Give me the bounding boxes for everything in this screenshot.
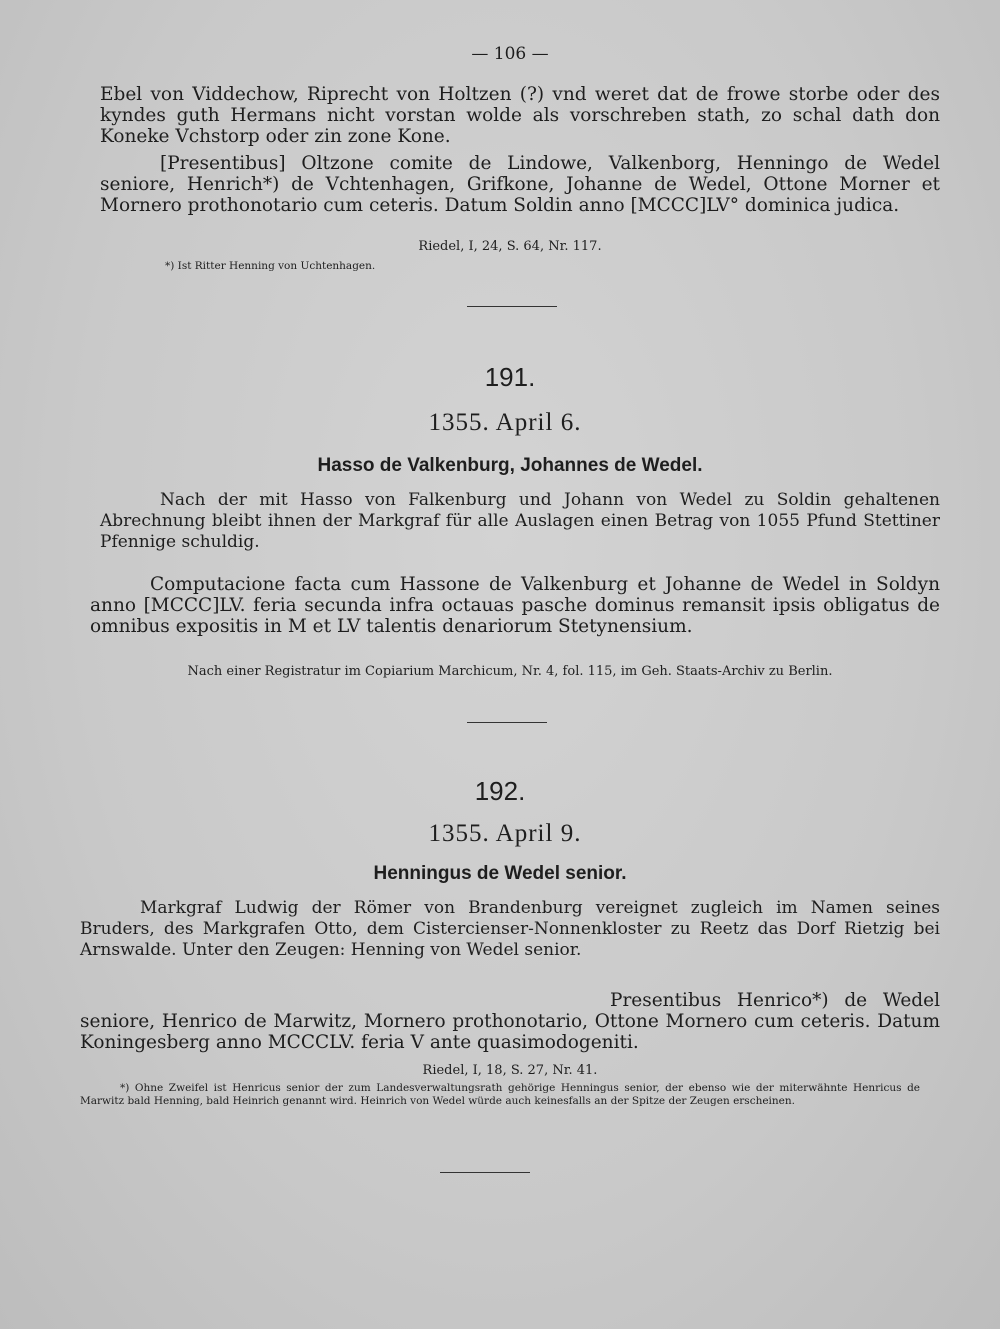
continued-text [100, 84, 940, 216]
divider [440, 1172, 530, 1173]
document-date: 1355. April 6. [428, 409, 582, 436]
footnote: *) Ist Ritter Henning von Uchtenhagen. [165, 260, 376, 272]
document-date: 1355. April 9. [428, 820, 582, 847]
latin-text: Presentibus Henrico*) de Wedel seniore, Henrico de Marwitz, Mornero prothonotario, Ottone Mornero cum ceteris. Datum Koningesberg anno MCCCLV. feria V ante quasimodogeniti. [80, 990, 940, 1053]
document-number: 192. [474, 776, 526, 806]
divider [467, 722, 547, 723]
document-heading: Henningus de Wedel senior. [373, 863, 627, 884]
document-heading: Hasso de Valkenburg, Johannes de Wedel. [317, 455, 703, 476]
document-number: 191. [484, 362, 536, 392]
paragraph: Ebel von Viddechow, Riprecht von Holtzen (?) vnd weret dat de frowe storbe oder des kyndes guth Hermans nicht vorstan wolde als vorschreben stath, zo schal dath don Koneke Vchstorp oder zin zone Kone. [100, 84, 940, 147]
divider [467, 306, 557, 307]
source-reference: Riedel, I, 18, S. 27, Nr. 41. [422, 1063, 598, 1078]
summary-paragraph: Nach der mit Hasso von Falkenburg und Johann von Wedel zu Soldin gehaltenen Abrechnung bleibt ihnen der Markgraf für alle Auslagen einen Betrag von 1055 Pfund Stettiner Pfennige schuldig. [100, 490, 940, 552]
witness-paragraph: [Presentibus] Oltzone comite de Lindowe, Valkenborg, Henningo de Wedel seniore, Henrich*) de Vchtenhagen, Grifkone, Johanne de Wedel, Ottone Morner et Mornero prothonotario cum ceteris. Datum Soldin anno [MCCC]LV° dominica judica. [100, 153, 940, 216]
source-reference: Riedel, I, 24, S. 64, Nr. 117. [418, 239, 602, 254]
footnote: *) Ohne Zweifel ist Henricus senior der zum Landesverwaltungsrath gehörige Henningus senior, der ebenso wie der miterwähnte Henricus de Marwitz bald Henning, bald Heinrich genannt wird. Heinrich von Wedel würde auch keinesfalls an der Spitze der Zeugen erscheinen. [80, 1082, 920, 1107]
latin-text: Computacione facta cum Hassone de Valkenburg et Johanne de Wedel in Soldyn anno [MCCC]LV. feria secunda infra octauas pasche dominus remansit ipsis obligatus de omnibus expositis in M et LV talentis denariorum Stetynensium. [90, 574, 940, 637]
source-reference: Nach einer Registratur im Copiarium Marchicum, Nr. 4, fol. 115, im Geh. Staats-Archiv zu Berlin. [187, 664, 833, 679]
page-number: — 106 — [471, 44, 549, 64]
summary-paragraph: Markgraf Ludwig der Römer von Brandenburg vereignet zugleich im Namen seines Bruders, des Markgrafen Otto, dem Cistercienser-Nonnenkloster zu Reetz das Dorf Rietzig bei Arnswalde. Unter den Zeugen: Henning von Wedel senior. [80, 898, 940, 960]
